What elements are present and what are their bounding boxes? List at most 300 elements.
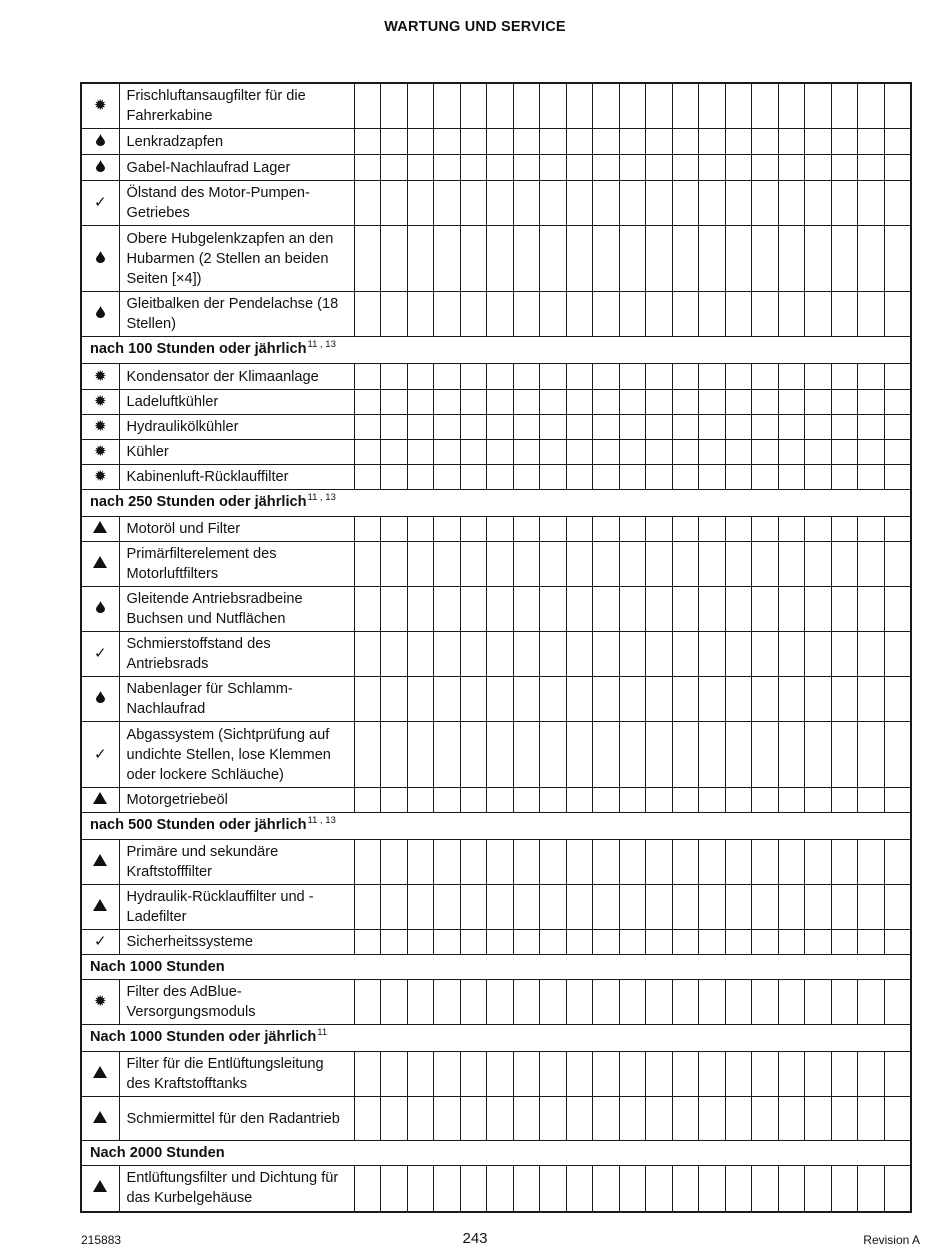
- check-cell[interactable]: [619, 542, 646, 587]
- check-cell[interactable]: [407, 632, 434, 677]
- check-cell[interactable]: [805, 129, 832, 155]
- check-cell[interactable]: [858, 885, 885, 930]
- check-cell[interactable]: [434, 83, 461, 129]
- check-cell[interactable]: [778, 930, 805, 955]
- check-cell[interactable]: [487, 632, 514, 677]
- check-cell[interactable]: [381, 292, 408, 337]
- check-cell[interactable]: [725, 587, 752, 632]
- check-cell[interactable]: [566, 465, 593, 490]
- check-cell[interactable]: [540, 517, 567, 542]
- check-cell[interactable]: [752, 440, 779, 465]
- check-cell[interactable]: [593, 292, 620, 337]
- check-cell[interactable]: [354, 517, 381, 542]
- check-cell[interactable]: [354, 542, 381, 587]
- check-cell[interactable]: [354, 587, 381, 632]
- check-cell[interactable]: [381, 885, 408, 930]
- check-cell[interactable]: [487, 677, 514, 722]
- check-cell[interactable]: [858, 587, 885, 632]
- check-cell[interactable]: [593, 517, 620, 542]
- check-cell[interactable]: [434, 722, 461, 788]
- check-cell[interactable]: [434, 587, 461, 632]
- check-cell[interactable]: [593, 930, 620, 955]
- check-cell[interactable]: [593, 632, 620, 677]
- check-cell[interactable]: [752, 677, 779, 722]
- check-cell[interactable]: [593, 587, 620, 632]
- check-cell[interactable]: [566, 1097, 593, 1141]
- check-cell[interactable]: [540, 722, 567, 788]
- check-cell[interactable]: [381, 788, 408, 813]
- check-cell[interactable]: [752, 83, 779, 129]
- check-cell[interactable]: [884, 292, 911, 337]
- check-cell[interactable]: [725, 722, 752, 788]
- check-cell[interactable]: [540, 840, 567, 885]
- check-cell[interactable]: [540, 587, 567, 632]
- check-cell[interactable]: [354, 129, 381, 155]
- check-cell[interactable]: [699, 364, 726, 390]
- check-cell[interactable]: [805, 788, 832, 813]
- check-cell[interactable]: [487, 83, 514, 129]
- check-cell[interactable]: [858, 292, 885, 337]
- check-cell[interactable]: [513, 129, 540, 155]
- check-cell[interactable]: [513, 465, 540, 490]
- check-cell[interactable]: [513, 181, 540, 226]
- check-cell[interactable]: [407, 292, 434, 337]
- check-cell[interactable]: [460, 632, 487, 677]
- check-cell[interactable]: [487, 1166, 514, 1212]
- check-cell[interactable]: [540, 885, 567, 930]
- check-cell[interactable]: [725, 390, 752, 415]
- check-cell[interactable]: [778, 885, 805, 930]
- check-cell[interactable]: [434, 155, 461, 181]
- check-cell[interactable]: [460, 677, 487, 722]
- check-cell[interactable]: [593, 542, 620, 587]
- check-cell[interactable]: [752, 226, 779, 292]
- check-cell[interactable]: [381, 129, 408, 155]
- check-cell[interactable]: [672, 364, 699, 390]
- check-cell[interactable]: [513, 83, 540, 129]
- check-cell[interactable]: [805, 364, 832, 390]
- check-cell[interactable]: [593, 129, 620, 155]
- check-cell[interactable]: [725, 840, 752, 885]
- check-cell[interactable]: [699, 415, 726, 440]
- check-cell[interactable]: [778, 722, 805, 788]
- check-cell[interactable]: [725, 1166, 752, 1212]
- check-cell[interactable]: [884, 465, 911, 490]
- check-cell[interactable]: [699, 722, 726, 788]
- check-cell[interactable]: [566, 788, 593, 813]
- check-cell[interactable]: [460, 415, 487, 440]
- check-cell[interactable]: [725, 930, 752, 955]
- check-cell[interactable]: [566, 722, 593, 788]
- check-cell[interactable]: [354, 181, 381, 226]
- check-cell[interactable]: [513, 1052, 540, 1097]
- check-cell[interactable]: [566, 83, 593, 129]
- check-cell[interactable]: [487, 292, 514, 337]
- check-cell[interactable]: [699, 517, 726, 542]
- check-cell[interactable]: [460, 587, 487, 632]
- check-cell[interactable]: [381, 465, 408, 490]
- check-cell[interactable]: [540, 440, 567, 465]
- check-cell[interactable]: [699, 465, 726, 490]
- check-cell[interactable]: [434, 517, 461, 542]
- check-cell[interactable]: [407, 930, 434, 955]
- check-cell[interactable]: [354, 83, 381, 129]
- check-cell[interactable]: [434, 292, 461, 337]
- check-cell[interactable]: [858, 181, 885, 226]
- check-cell[interactable]: [672, 155, 699, 181]
- check-cell[interactable]: [725, 83, 752, 129]
- check-cell[interactable]: [725, 465, 752, 490]
- check-cell[interactable]: [619, 517, 646, 542]
- check-cell[interactable]: [593, 788, 620, 813]
- check-cell[interactable]: [540, 226, 567, 292]
- check-cell[interactable]: [725, 542, 752, 587]
- check-cell[interactable]: [805, 292, 832, 337]
- check-cell[interactable]: [566, 930, 593, 955]
- check-cell[interactable]: [460, 1097, 487, 1141]
- check-cell[interactable]: [460, 440, 487, 465]
- check-cell[interactable]: [725, 155, 752, 181]
- check-cell[interactable]: [566, 390, 593, 415]
- check-cell[interactable]: [354, 415, 381, 440]
- check-cell[interactable]: [778, 292, 805, 337]
- check-cell[interactable]: [487, 440, 514, 465]
- check-cell[interactable]: [858, 83, 885, 129]
- check-cell[interactable]: [725, 181, 752, 226]
- check-cell[interactable]: [513, 415, 540, 440]
- check-cell[interactable]: [513, 517, 540, 542]
- check-cell[interactable]: [752, 181, 779, 226]
- check-cell[interactable]: [619, 1097, 646, 1141]
- check-cell[interactable]: [858, 390, 885, 415]
- check-cell[interactable]: [619, 364, 646, 390]
- check-cell[interactable]: [407, 677, 434, 722]
- check-cell[interactable]: [831, 181, 858, 226]
- check-cell[interactable]: [884, 980, 911, 1025]
- check-cell[interactable]: [593, 840, 620, 885]
- check-cell[interactable]: [646, 632, 673, 677]
- check-cell[interactable]: [487, 517, 514, 542]
- check-cell[interactable]: [487, 364, 514, 390]
- check-cell[interactable]: [487, 980, 514, 1025]
- check-cell[interactable]: [646, 83, 673, 129]
- check-cell[interactable]: [672, 632, 699, 677]
- check-cell[interactable]: [858, 155, 885, 181]
- check-cell[interactable]: [513, 632, 540, 677]
- check-cell[interactable]: [354, 930, 381, 955]
- check-cell[interactable]: [407, 788, 434, 813]
- check-cell[interactable]: [672, 440, 699, 465]
- check-cell[interactable]: [858, 465, 885, 490]
- check-cell[interactable]: [407, 1052, 434, 1097]
- check-cell[interactable]: [460, 83, 487, 129]
- check-cell[interactable]: [354, 226, 381, 292]
- check-cell[interactable]: [699, 1097, 726, 1141]
- check-cell[interactable]: [460, 542, 487, 587]
- check-cell[interactable]: [646, 980, 673, 1025]
- check-cell[interactable]: [831, 415, 858, 440]
- check-cell[interactable]: [805, 930, 832, 955]
- check-cell[interactable]: [778, 1097, 805, 1141]
- check-cell[interactable]: [752, 930, 779, 955]
- check-cell[interactable]: [646, 390, 673, 415]
- check-cell[interactable]: [858, 415, 885, 440]
- check-cell[interactable]: [699, 677, 726, 722]
- check-cell[interactable]: [884, 885, 911, 930]
- check-cell[interactable]: [619, 632, 646, 677]
- check-cell[interactable]: [593, 181, 620, 226]
- check-cell[interactable]: [460, 840, 487, 885]
- check-cell[interactable]: [566, 632, 593, 677]
- check-cell[interactable]: [699, 930, 726, 955]
- check-cell[interactable]: [513, 364, 540, 390]
- check-cell[interactable]: [460, 292, 487, 337]
- check-cell[interactable]: [354, 677, 381, 722]
- check-cell[interactable]: [381, 364, 408, 390]
- check-cell[interactable]: [460, 885, 487, 930]
- check-cell[interactable]: [858, 364, 885, 390]
- check-cell[interactable]: [619, 840, 646, 885]
- check-cell[interactable]: [566, 364, 593, 390]
- check-cell[interactable]: [672, 1097, 699, 1141]
- check-cell[interactable]: [434, 677, 461, 722]
- check-cell[interactable]: [593, 415, 620, 440]
- check-cell[interactable]: [752, 840, 779, 885]
- check-cell[interactable]: [434, 1052, 461, 1097]
- check-cell[interactable]: [672, 930, 699, 955]
- check-cell[interactable]: [354, 840, 381, 885]
- check-cell[interactable]: [407, 542, 434, 587]
- check-cell[interactable]: [619, 1052, 646, 1097]
- check-cell[interactable]: [513, 390, 540, 415]
- check-cell[interactable]: [487, 1097, 514, 1141]
- check-cell[interactable]: [725, 129, 752, 155]
- check-cell[interactable]: [381, 587, 408, 632]
- check-cell[interactable]: [540, 181, 567, 226]
- check-cell[interactable]: [487, 722, 514, 788]
- check-cell[interactable]: [407, 440, 434, 465]
- check-cell[interactable]: [434, 1166, 461, 1212]
- check-cell[interactable]: [672, 517, 699, 542]
- check-cell[interactable]: [566, 181, 593, 226]
- check-cell[interactable]: [381, 83, 408, 129]
- check-cell[interactable]: [381, 181, 408, 226]
- check-cell[interactable]: [460, 129, 487, 155]
- check-cell[interactable]: [354, 632, 381, 677]
- check-cell[interactable]: [434, 390, 461, 415]
- check-cell[interactable]: [407, 83, 434, 129]
- check-cell[interactable]: [646, 587, 673, 632]
- check-cell[interactable]: [672, 885, 699, 930]
- check-cell[interactable]: [725, 226, 752, 292]
- check-cell[interactable]: [619, 677, 646, 722]
- check-cell[interactable]: [354, 1097, 381, 1141]
- check-cell[interactable]: [540, 1166, 567, 1212]
- check-cell[interactable]: [619, 181, 646, 226]
- check-cell[interactable]: [752, 364, 779, 390]
- check-cell[interactable]: [619, 440, 646, 465]
- check-cell[interactable]: [487, 542, 514, 587]
- check-cell[interactable]: [884, 390, 911, 415]
- check-cell[interactable]: [884, 440, 911, 465]
- check-cell[interactable]: [884, 722, 911, 788]
- check-cell[interactable]: [858, 226, 885, 292]
- check-cell[interactable]: [407, 722, 434, 788]
- check-cell[interactable]: [884, 129, 911, 155]
- check-cell[interactable]: [858, 930, 885, 955]
- check-cell[interactable]: [407, 129, 434, 155]
- check-cell[interactable]: [752, 155, 779, 181]
- check-cell[interactable]: [354, 465, 381, 490]
- check-cell[interactable]: [487, 788, 514, 813]
- check-cell[interactable]: [407, 885, 434, 930]
- check-cell[interactable]: [699, 840, 726, 885]
- check-cell[interactable]: [646, 415, 673, 440]
- check-cell[interactable]: [831, 788, 858, 813]
- check-cell[interactable]: [619, 722, 646, 788]
- check-cell[interactable]: [778, 181, 805, 226]
- check-cell[interactable]: [699, 129, 726, 155]
- check-cell[interactable]: [752, 542, 779, 587]
- check-cell[interactable]: [725, 980, 752, 1025]
- check-cell[interactable]: [487, 930, 514, 955]
- check-cell[interactable]: [381, 1166, 408, 1212]
- check-cell[interactable]: [646, 1097, 673, 1141]
- check-cell[interactable]: [646, 1052, 673, 1097]
- check-cell[interactable]: [831, 155, 858, 181]
- check-cell[interactable]: [884, 181, 911, 226]
- check-cell[interactable]: [858, 1166, 885, 1212]
- check-cell[interactable]: [805, 632, 832, 677]
- check-cell[interactable]: [381, 980, 408, 1025]
- check-cell[interactable]: [487, 885, 514, 930]
- check-cell[interactable]: [381, 677, 408, 722]
- check-cell[interactable]: [646, 840, 673, 885]
- check-cell[interactable]: [672, 1166, 699, 1212]
- check-cell[interactable]: [434, 632, 461, 677]
- check-cell[interactable]: [593, 465, 620, 490]
- check-cell[interactable]: [884, 415, 911, 440]
- check-cell[interactable]: [566, 1166, 593, 1212]
- check-cell[interactable]: [619, 788, 646, 813]
- check-cell[interactable]: [831, 129, 858, 155]
- check-cell[interactable]: [805, 587, 832, 632]
- check-cell[interactable]: [460, 155, 487, 181]
- check-cell[interactable]: [460, 364, 487, 390]
- check-cell[interactable]: [805, 722, 832, 788]
- check-cell[interactable]: [354, 788, 381, 813]
- check-cell[interactable]: [884, 517, 911, 542]
- check-cell[interactable]: [513, 1097, 540, 1141]
- check-cell[interactable]: [540, 980, 567, 1025]
- check-cell[interactable]: [805, 1166, 832, 1212]
- check-cell[interactable]: [831, 840, 858, 885]
- check-cell[interactable]: [619, 292, 646, 337]
- check-cell[interactable]: [858, 1097, 885, 1141]
- check-cell[interactable]: [513, 440, 540, 465]
- check-cell[interactable]: [407, 465, 434, 490]
- check-cell[interactable]: [884, 542, 911, 587]
- check-cell[interactable]: [858, 517, 885, 542]
- check-cell[interactable]: [566, 292, 593, 337]
- check-cell[interactable]: [593, 390, 620, 415]
- check-cell[interactable]: [805, 83, 832, 129]
- check-cell[interactable]: [858, 722, 885, 788]
- check-cell[interactable]: [884, 1166, 911, 1212]
- check-cell[interactable]: [752, 632, 779, 677]
- check-cell[interactable]: [778, 542, 805, 587]
- check-cell[interactable]: [540, 632, 567, 677]
- check-cell[interactable]: [672, 129, 699, 155]
- check-cell[interactable]: [513, 542, 540, 587]
- check-cell[interactable]: [354, 440, 381, 465]
- check-cell[interactable]: [778, 415, 805, 440]
- check-cell[interactable]: [672, 181, 699, 226]
- check-cell[interactable]: [752, 465, 779, 490]
- check-cell[interactable]: [646, 542, 673, 587]
- check-cell[interactable]: [725, 632, 752, 677]
- check-cell[interactable]: [672, 415, 699, 440]
- check-cell[interactable]: [460, 517, 487, 542]
- check-cell[interactable]: [646, 677, 673, 722]
- check-cell[interactable]: [805, 677, 832, 722]
- check-cell[interactable]: [487, 129, 514, 155]
- check-cell[interactable]: [407, 226, 434, 292]
- check-cell[interactable]: [646, 292, 673, 337]
- check-cell[interactable]: [752, 292, 779, 337]
- check-cell[interactable]: [858, 677, 885, 722]
- check-cell[interactable]: [831, 587, 858, 632]
- check-cell[interactable]: [460, 1052, 487, 1097]
- check-cell[interactable]: [619, 885, 646, 930]
- check-cell[interactable]: [381, 415, 408, 440]
- check-cell[interactable]: [566, 129, 593, 155]
- check-cell[interactable]: [805, 1097, 832, 1141]
- check-cell[interactable]: [619, 226, 646, 292]
- check-cell[interactable]: [487, 155, 514, 181]
- check-cell[interactable]: [619, 1166, 646, 1212]
- check-cell[interactable]: [699, 181, 726, 226]
- check-cell[interactable]: [487, 587, 514, 632]
- check-cell[interactable]: [513, 587, 540, 632]
- check-cell[interactable]: [699, 83, 726, 129]
- check-cell[interactable]: [672, 980, 699, 1025]
- check-cell[interactable]: [725, 415, 752, 440]
- check-cell[interactable]: [540, 292, 567, 337]
- check-cell[interactable]: [487, 465, 514, 490]
- check-cell[interactable]: [725, 677, 752, 722]
- check-cell[interactable]: [566, 517, 593, 542]
- check-cell[interactable]: [778, 226, 805, 292]
- check-cell[interactable]: [672, 788, 699, 813]
- check-cell[interactable]: [513, 155, 540, 181]
- check-cell[interactable]: [434, 181, 461, 226]
- check-cell[interactable]: [460, 1166, 487, 1212]
- check-cell[interactable]: [566, 226, 593, 292]
- check-cell[interactable]: [487, 840, 514, 885]
- check-cell[interactable]: [619, 129, 646, 155]
- check-cell[interactable]: [805, 980, 832, 1025]
- check-cell[interactable]: [831, 390, 858, 415]
- check-cell[interactable]: [858, 840, 885, 885]
- check-cell[interactable]: [540, 155, 567, 181]
- check-cell[interactable]: [831, 885, 858, 930]
- check-cell[interactable]: [487, 415, 514, 440]
- check-cell[interactable]: [566, 677, 593, 722]
- check-cell[interactable]: [884, 930, 911, 955]
- check-cell[interactable]: [407, 155, 434, 181]
- check-cell[interactable]: [725, 1052, 752, 1097]
